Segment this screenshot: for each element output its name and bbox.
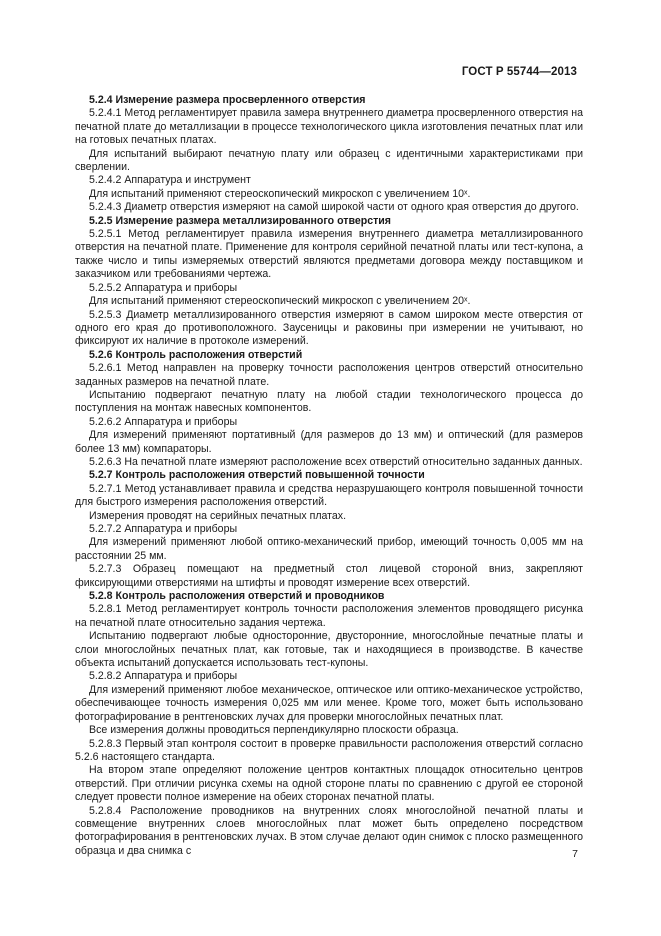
paragraph: Для испытаний выбирают печатную плату или образец с идентичными характеристиками при сверлении.	[75, 147, 583, 174]
paragraph: Для измерений применяют любой оптико-механический прибор, имеющий точность 0,005 мм на расстоянии 25 мм.	[75, 536, 583, 562]
paragraph: 5.2.8.3 Первый этап контроля состоит в проверке правильности расположения отверстий согласно 5.2.6 настоящего стандарта.	[75, 737, 583, 763]
section-heading: 5.2.8 Контроль расположения отверстий и проводников	[89, 590, 385, 603]
paragraph: Для измерений применяют любое механическое, оптическое или оптико-механическое устройство, обеспечивающее точность измерения 0,025 мм или менее. Кроме того, может быть использовано фотографирование в рентгеновских лучах для проверки многослойных печатных плат.	[75, 683, 583, 723]
paragraph: 5.2.5.2 Аппаратура и приборы	[89, 281, 238, 294]
paragraph: 5.2.5.3 Диаметр металлизированного отверстия измеряют в самом широком месте отверстия от одного его края до противоположного. Заусеницы и раковины при измерении не учитывают, но фиксируют их наличие в протоколе измерений.	[75, 308, 583, 348]
paragraph: 5.2.7.2 Аппаратура и приборы	[89, 523, 238, 535]
page-number: 7	[572, 848, 578, 860]
paragraph: Испытанию подвергают печатную плату на любой стадии технологического процесса до поступления на монтаж навесных компонентов.	[75, 388, 583, 415]
paragraph: Испытанию подвергают любые односторонние, двусторонние, многослойные печатные платы и слои многослойных печатных плат, как готовые, так и находящиеся в производстве. В качестве объекта испытаний допускается использовать тест-купоны.	[75, 630, 583, 670]
paragraph: 5.2.8.4 Расположение проводников на внутренних слоях многослойной печатной платы и совмещение внутренних слоев многослойных плат может быть определено посредством фотографирования в рентгеновских лучах. В этом случае делают один снимок с плоско размещенного образца и два снимка с	[75, 804, 583, 857]
paragraph: 5.2.7.3 Образец помещают на предметный стол лицевой стороной вниз, закрепляют фиксирующими отверстиями на штифты и проводят измерение всех отверстий.	[75, 563, 583, 589]
paragraph: 5.2.4.2 Аппаратура и инструмент	[89, 174, 251, 187]
paragraph: 5.2.4.1 Метод регламентирует правила замера внутреннего диаметра просверленного отверстия на печатной плате до металлизации в процессе технологического цикла изготовления печатных плат или на готовых печатных платах.	[75, 107, 583, 147]
section-heading: 5.2.4 Измерение размера просверленного отверстия	[89, 94, 366, 106]
section-heading: 5.2.6 Контроль расположения отверстий	[89, 348, 303, 361]
paragraph: 5.2.4.3 Диаметр отверстия измеряют на самой широкой части от одного края отверстия до другого.	[89, 201, 579, 214]
paragraph: Измерения проводят на серийных печатных платах.	[89, 509, 347, 522]
paragraph: 5.2.6.2 Аппаратура и приборы	[89, 415, 238, 428]
paragraph: 5.2.6.3 На печатной плате измеряют расположение всех отверстий относительно заданных данных.	[89, 455, 583, 468]
paragraph: 5.2.7.1 Метод устанавливает правила и средства неразрушающего контроля повышенной точности для быстрого измерения расположения отверстий.	[75, 482, 583, 509]
document-body	[75, 94, 583, 858]
section-heading: 5.2.5 Измерение размера металлизированного отверстия	[89, 214, 391, 227]
paragraph: Для измерений применяют портативный (для размеров до 13 мм) и оптический (для размеров более 13 мм) компараторы.	[75, 429, 583, 455]
document-header: ГОСТ Р 55744—2013	[461, 66, 577, 78]
paragraph: Для испытаний применяют стереоскопический микроскоп с увеличением 10ˣ.	[89, 187, 471, 200]
paragraph: 5.2.5.1 Метод регламентирует правила измерения внутреннего диаметра металлизированного отверстия на печатной плате. Применение для контроля серийной печатной платы или тест-купона, а также число и типы измеряемых отверстий являются предметами договора между поставщиком и заказчиком или требованиями чертежа.	[75, 228, 583, 281]
paragraph: 5.2.8.1 Метод регламентирует контроль точности расположения элементов проводящего рисунка на печатной плате относительно задания чертежа.	[75, 603, 583, 629]
section-heading: 5.2.7 Контроль расположения отверстий повышенной точности	[89, 469, 425, 482]
paragraph: Все измерения должны проводиться перпендикулярно плоскости образца.	[89, 724, 459, 737]
paragraph: Для испытаний применяют стереоскопический микроскоп с увеличением 20ˣ.	[89, 295, 471, 308]
paragraph: На втором этапе определяют положение центров контактных площадок относительно центров отверстий. При отличии рисунка схемы на одной стороне платы по сравнению с другой ее стороной следует провести полное измерение на обеих сторонах печатной платы.	[75, 764, 583, 804]
paragraph: 5.2.8.2 Аппаратура и приборы	[89, 670, 238, 683]
paragraph: 5.2.6.1 Метод направлен на проверку точности расположения центров отверстий относительно заданных размеров на печатной плате.	[75, 362, 583, 388]
